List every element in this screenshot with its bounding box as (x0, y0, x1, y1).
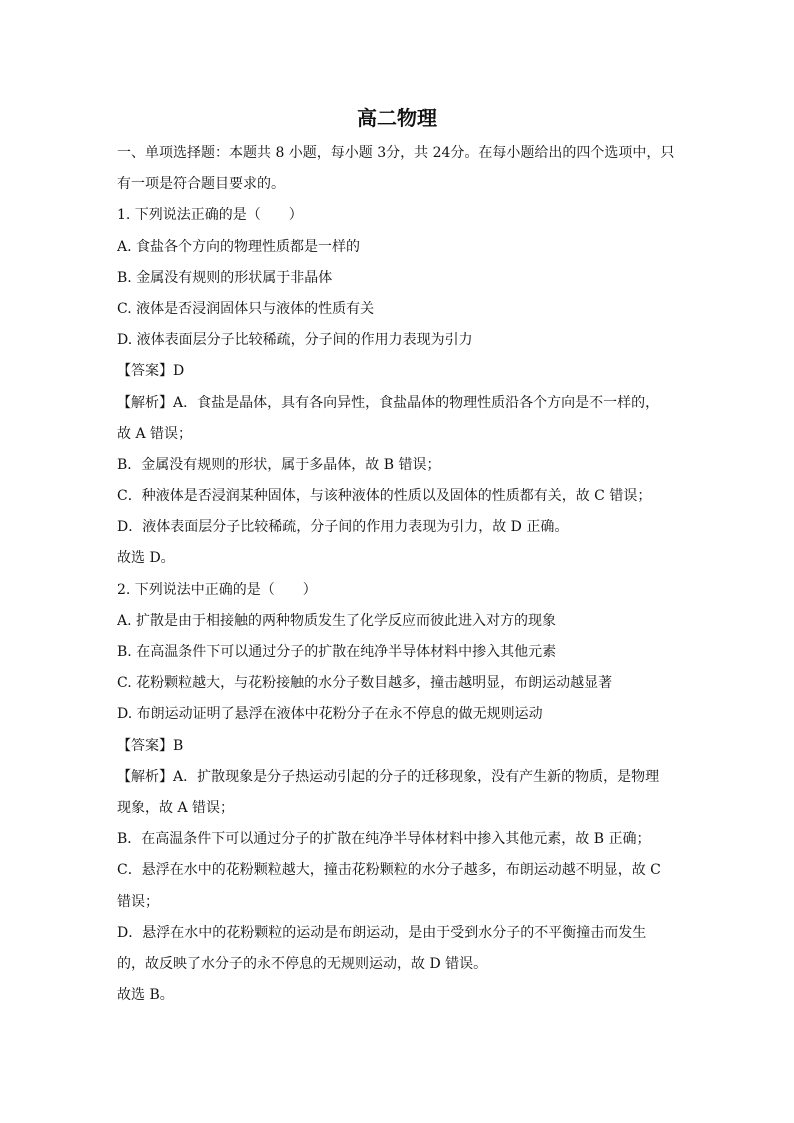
analysis-line: D．液体表面层分子比较稀疏，分子间的作用力表现为引力，故 D 正确。 (117, 519, 569, 536)
question-stem: 1. 下列说法正确的是（ ） (117, 207, 303, 224)
answer-line: 【答案】D (117, 363, 185, 380)
analysis-line: D．悬浮在水中的花粉颗粒的运动是布朗运动，是由于受到水分子的不平衡撞击而发生 (117, 924, 647, 941)
section-heading-line-1: 一、单项选择题：本题共 8 小题，每小题 3分，共 24分。在每小题给出的四个选项中，只 (117, 145, 675, 161)
option-b: B. 金属没有规则的形状属于非晶体 (117, 269, 333, 286)
analysis-line: 【解析】A．扩散现象是分子热运动引起的分子的迁移现象，没有产生新的物质，是物理 (117, 768, 660, 785)
answer-line: 【答案】B (117, 737, 184, 754)
section-heading-line-2: 有一项是符合题目要求的。 (117, 176, 285, 193)
analysis-line: 故选 D。 (117, 550, 175, 567)
page-title: 高二物理 (357, 106, 437, 130)
analysis-line: 的，故反映了水分子的永不停息的无规则运动，故 D 错误。 (117, 955, 488, 972)
analysis-line: C．种液体是否浸润某种固体，与该种液体的性质以及固体的性质都有关，故 C 错误； (117, 488, 652, 505)
analysis-line: 故 A 错误； (117, 425, 193, 442)
option-a: A. 扩散是由于相接触的两种物质发生了化学反应而彼此进入对方的现象 (117, 612, 557, 629)
option-c: C. 液体是否浸润固体只与液体的性质有关 (117, 300, 375, 317)
option-d: D. 布朗运动证明了悬浮在液体中花粉分子在永不停息的做无规则运动 (117, 706, 543, 723)
analysis-block (117, 762, 677, 1012)
question-2 (117, 575, 677, 1012)
analysis-line: C．悬浮在水中的花粉颗粒越大，撞击花粉颗粒的水分子越多，布朗运动越不明显，故 C (117, 862, 661, 879)
question-1 (117, 200, 677, 574)
analysis-line: 现象，故 A 错误； (117, 799, 235, 816)
analysis-line: 故选 B。 (117, 987, 174, 1004)
question-stem: 2. 下列说法中正确的是（ ） (117, 581, 317, 598)
analysis-line: B．金属没有规则的形状，属于多晶体，故 B 错误； (117, 456, 441, 473)
option-c: C. 花粉颗粒越大，与花粉接触的水分子数目越多，撞击越明显，布朗运动越显著 (117, 675, 613, 692)
option-d: D. 液体表面层分子比较稀疏，分子间的作用力表现为引力 (117, 332, 473, 349)
option-a: A. 食盐各个方向的物理性质都是一样的 (117, 238, 361, 255)
analysis-line: 错误； (117, 893, 159, 910)
option-b: B. 在高温条件下可以通过分子的扩散在纯净半导体材料中掺入其他元素 (117, 644, 557, 660)
analysis-line: 【解析】A．食盐是晶体，具有各向异性，食盐晶体的物理性质沿各个方向是不一样的， (117, 394, 660, 411)
document-page (117, 100, 677, 1011)
analysis-line: B．在高温条件下可以通过分子的扩散在纯净半导体材料中掺入其他元素，故 B 正确； (117, 831, 651, 848)
analysis-block (117, 388, 677, 575)
